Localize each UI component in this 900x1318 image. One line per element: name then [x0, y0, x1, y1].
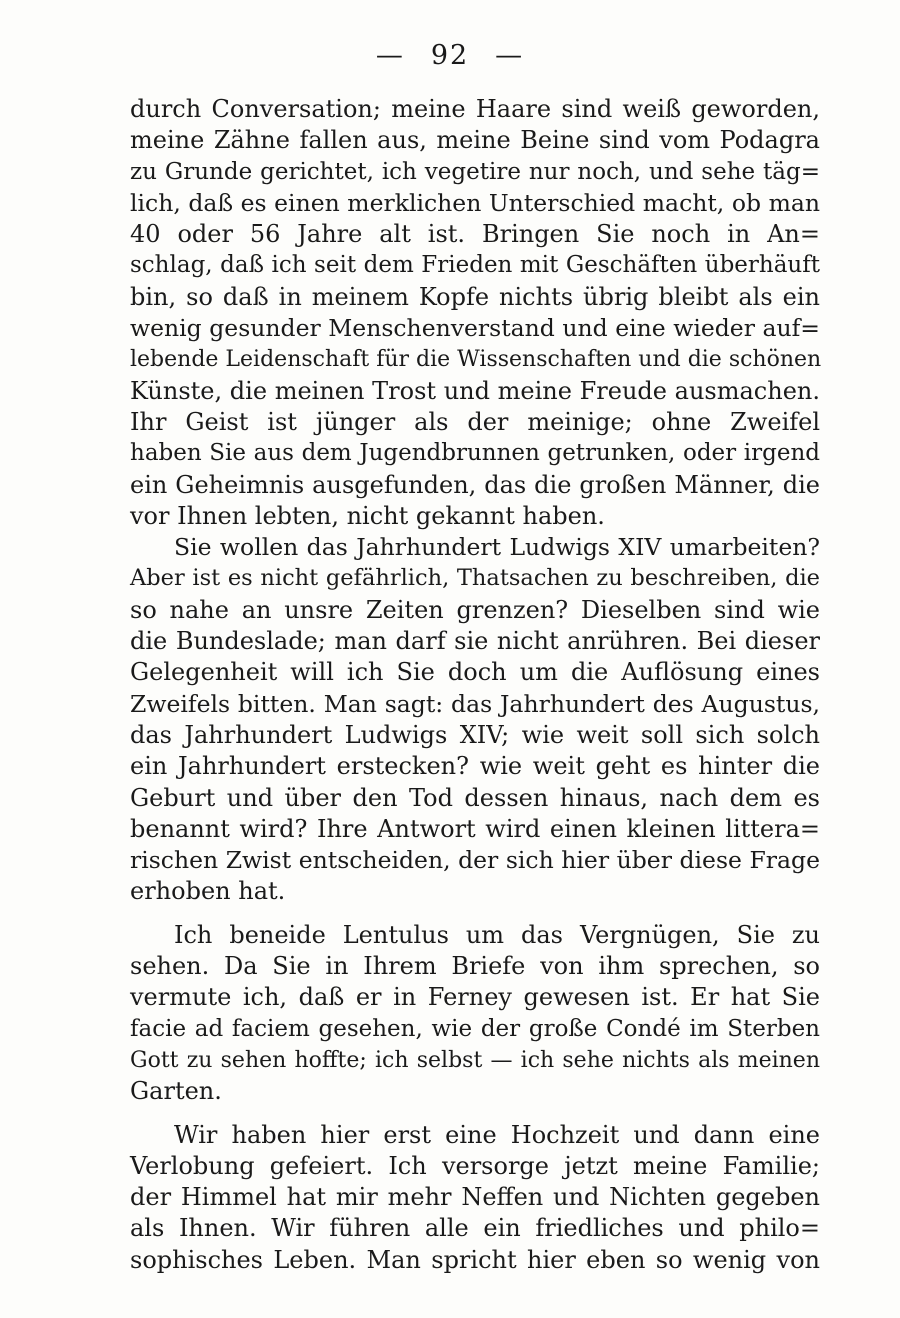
text-line: erhoben hat.: [130, 877, 286, 906]
text-line: Zweifels bitten. Man sagt: das Jahrhundert des Augustus,: [130, 689, 820, 718]
text-line: durch Conversation; meine Haare sind weiß geworden,: [130, 95, 820, 123]
page-number: 92: [430, 40, 470, 71]
text-line: Verlobung gefeiert. Ich versorge jetzt meine Familie;: [130, 1151, 820, 1180]
text-line: lich, daß es einen merklichen Unterschied macht, ob man: [130, 188, 820, 217]
text-line: haben Sie aus dem Jugendbrunnen getrunken, oder irgend: [130, 440, 820, 467]
text-line: Ihr Geist ist jünger als der meinige; ohne Zweifel: [130, 407, 820, 436]
text-line: ein Geheimnis ausgefunden, das die großen Männer, die: [130, 470, 820, 499]
text-line: 40 oder 56 Jahre alt ist. Bringen Sie noch in An=: [130, 220, 820, 249]
text-line: Künste, die meinen Trost und meine Freude ausmachen.: [130, 376, 820, 405]
text-line: rischen Zwist entscheiden, der sich hier über diese Frage: [130, 846, 820, 875]
text-line: bin, so daß in meinem Kopfe nichts übrig bleibt als ein: [130, 282, 820, 311]
text-line: benannt wird? Ihre Antwort wird einen kleinen littera=: [130, 814, 820, 843]
text-line: Gelegenheit will ich Sie doch um die Auflösung eines: [130, 658, 820, 687]
text-line: wenig gesunder Menschenverstand und eine wieder auf=: [130, 314, 820, 343]
text-line: facie ad faciem gesehen, wie der große Condé im Sterben: [130, 1015, 820, 1042]
body-text: [130, 94, 820, 1276]
text-line: Sie wollen das Jahrhundert Ludwigs XIV umarbeiten?: [174, 533, 820, 562]
paragraph: [130, 94, 820, 532]
text-line: schlag, daß ich seit dem Frieden mit Geschäften überhäuft: [130, 252, 820, 279]
text-line: meine Zähne fallen aus, meine Beine sind vom Podagra: [130, 126, 820, 155]
paragraph: [130, 1120, 820, 1276]
text-line: Garten.: [130, 1077, 222, 1106]
text-line: sophisches Leben. Man spricht hier eben so wenig von: [130, 1245, 820, 1274]
page-number-header: [0, 40, 900, 71]
paragraph: [130, 920, 820, 1108]
text-line: der Himmel hat mir mehr Neffen und Nichten gegeben: [130, 1183, 820, 1212]
text-line: vermute ich, daß er in Ferney gewesen ist. Er hat Sie: [130, 983, 820, 1012]
text-line: Aber ist es nicht gefährlich, Thatsachen zu beschreiben, die: [130, 565, 820, 592]
paragraph-gap: [130, 908, 820, 920]
paragraph-gap: [130, 1108, 820, 1120]
paragraph: [130, 532, 820, 908]
text-line: Geburt und über den Tod dessen hinaus, nach dem es: [130, 783, 820, 812]
text-line: zu Grunde gerichtet, ich vegetire nur noch, und sehe täg=: [130, 158, 820, 185]
text-line: als Ihnen. Wir führen alle ein friedliches und philo=: [130, 1214, 820, 1243]
text-line: Gott zu sehen hoffte; ich selbst — ich sehe nichts als meinen: [130, 1047, 820, 1073]
text-line: sehen. Da Sie in Ihrem Briefe von ihm sprechen, so: [130, 952, 820, 981]
text-line: vor Ihnen lebten, nicht gekannt haben.: [130, 501, 605, 530]
text-line: Ich beneide Lentulus um das Vergnügen, Sie zu: [174, 920, 820, 949]
text-line: Wir haben hier erst eine Hochzeit und dann eine: [174, 1120, 820, 1149]
text-line: so nahe an unsre Zeiten grenzen? Dieselben sind wie: [130, 595, 820, 624]
dash-right: —: [495, 40, 525, 71]
text-line: die Bundeslade; man darf sie nicht anrühren. Bei dieser: [130, 627, 820, 656]
text-line: das Jahrhundert Ludwigs XIV; wie weit soll sich solch: [130, 720, 820, 749]
text-line: ein Jahrhundert erstecken? wie weit geht es hinter die: [130, 752, 820, 781]
dash-left: —: [375, 40, 405, 71]
text-line: lebende Leidenschaft für die Wissenschaften und die schönen: [130, 347, 822, 373]
